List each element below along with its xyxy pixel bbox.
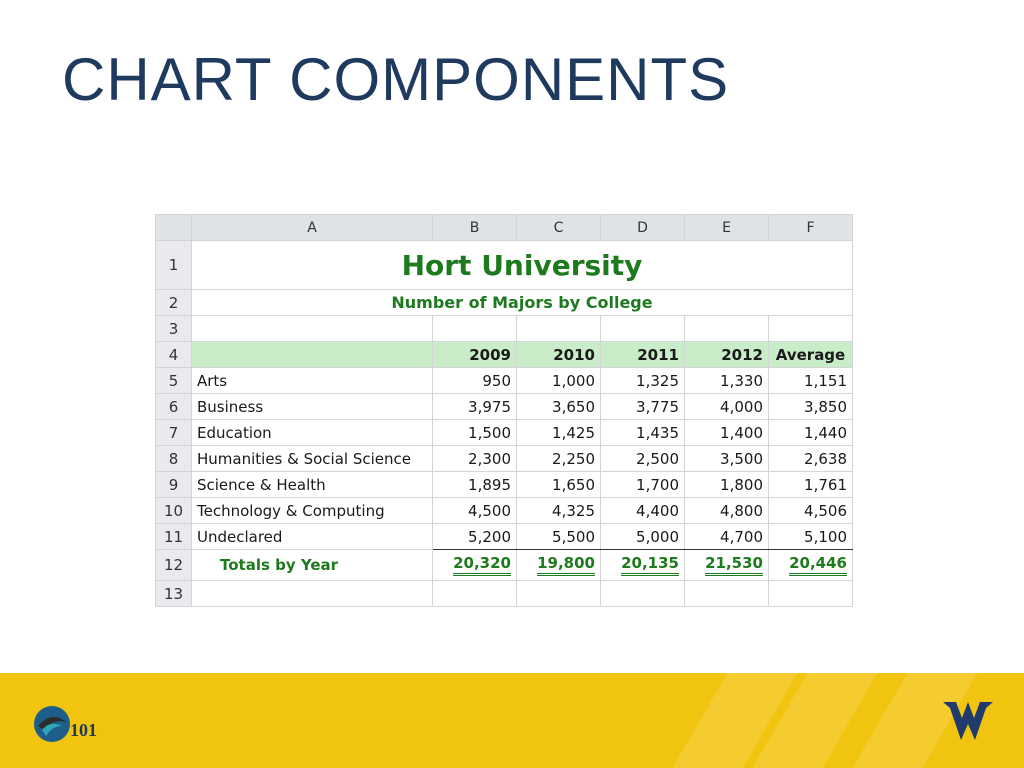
cell[interactable]: [517, 581, 601, 607]
header-cell[interactable]: Average: [769, 342, 853, 368]
spreadsheet-table: [155, 214, 853, 607]
header-cell[interactable]: 2010: [517, 342, 601, 368]
cs101-logo-text: 101: [70, 720, 97, 740]
column-header-f[interactable]: F: [769, 215, 853, 241]
value-cell[interactable]: 1,700: [601, 472, 685, 498]
value-cell[interactable]: 5,000: [601, 524, 685, 550]
cell[interactable]: [685, 316, 769, 342]
column-header-c[interactable]: C: [517, 215, 601, 241]
total-value: 20,320: [453, 554, 511, 576]
value-cell[interactable]: 3,650: [517, 394, 601, 420]
column-header-e[interactable]: E: [685, 215, 769, 241]
row-number[interactable]: 5: [156, 368, 192, 394]
total-cell[interactable]: [769, 550, 853, 581]
header-cell[interactable]: 2012: [685, 342, 769, 368]
value-cell[interactable]: 5,200: [433, 524, 517, 550]
cell[interactable]: [769, 581, 853, 607]
college-label[interactable]: Arts: [192, 368, 433, 394]
row-number[interactable]: 12: [156, 550, 192, 581]
sheet-subtitle[interactable]: Number of Majors by College: [192, 290, 853, 316]
value-cell[interactable]: 1,440: [769, 420, 853, 446]
year-header-row: [156, 342, 853, 368]
cell[interactable]: [769, 316, 853, 342]
value-cell[interactable]: 4,500: [433, 498, 517, 524]
total-cell[interactable]: [433, 550, 517, 581]
row-number[interactable]: 3: [156, 316, 192, 342]
total-value: 20,446: [789, 554, 847, 576]
header-cell[interactable]: 2011: [601, 342, 685, 368]
wv-logo-icon: [942, 700, 994, 742]
value-cell[interactable]: 1,151: [769, 368, 853, 394]
college-label[interactable]: Technology & Computing: [192, 498, 433, 524]
table-row: [156, 420, 853, 446]
cell[interactable]: [433, 316, 517, 342]
value-cell[interactable]: 1,895: [433, 472, 517, 498]
value-cell[interactable]: 1,325: [601, 368, 685, 394]
value-cell[interactable]: 4,325: [517, 498, 601, 524]
value-cell[interactable]: 1,435: [601, 420, 685, 446]
totals-row: [156, 550, 853, 581]
cell[interactable]: [433, 581, 517, 607]
cell[interactable]: [601, 316, 685, 342]
total-cell[interactable]: [517, 550, 601, 581]
value-cell[interactable]: 5,100: [769, 524, 853, 550]
table-row: [156, 368, 853, 394]
value-cell[interactable]: 5,500: [517, 524, 601, 550]
cell[interactable]: [685, 581, 769, 607]
value-cell[interactable]: 4,000: [685, 394, 769, 420]
column-header-a[interactable]: A: [192, 215, 433, 241]
college-label[interactable]: Humanities & Social Science: [192, 446, 433, 472]
value-cell[interactable]: 1,425: [517, 420, 601, 446]
column-header-row: [156, 215, 853, 241]
cell[interactable]: [192, 342, 433, 368]
column-header-b[interactable]: B: [433, 215, 517, 241]
table-row: [156, 581, 853, 607]
column-header-d[interactable]: D: [601, 215, 685, 241]
select-all-corner[interactable]: [156, 215, 192, 241]
row-number[interactable]: 11: [156, 524, 192, 550]
table-row: [156, 524, 853, 550]
total-value: 20,135: [621, 554, 679, 576]
value-cell[interactable]: 4,506: [769, 498, 853, 524]
cell[interactable]: [192, 581, 433, 607]
value-cell[interactable]: 2,250: [517, 446, 601, 472]
table-row: [156, 316, 853, 342]
row-number[interactable]: 1: [156, 241, 192, 290]
header-cell[interactable]: 2009: [433, 342, 517, 368]
total-value: 19,800: [537, 554, 595, 576]
value-cell[interactable]: 2,500: [601, 446, 685, 472]
cell[interactable]: [601, 581, 685, 607]
cell[interactable]: [192, 316, 433, 342]
row-number[interactable]: 8: [156, 446, 192, 472]
value-cell[interactable]: 1,761: [769, 472, 853, 498]
college-label[interactable]: Undeclared: [192, 524, 433, 550]
totals-label[interactable]: Totals by Year: [192, 550, 433, 581]
table-row: [156, 446, 853, 472]
row-number[interactable]: 6: [156, 394, 192, 420]
value-cell[interactable]: 4,800: [685, 498, 769, 524]
table-row: [156, 498, 853, 524]
value-cell[interactable]: 1,650: [517, 472, 601, 498]
table-row: [156, 394, 853, 420]
value-cell[interactable]: 1,000: [517, 368, 601, 394]
table-row: [156, 290, 853, 316]
sheet-title[interactable]: Hort University: [192, 241, 853, 290]
row-number[interactable]: 7: [156, 420, 192, 446]
value-cell[interactable]: 3,975: [433, 394, 517, 420]
value-cell[interactable]: 1,330: [685, 368, 769, 394]
value-cell[interactable]: 4,400: [601, 498, 685, 524]
college-label[interactable]: Business: [192, 394, 433, 420]
college-label[interactable]: Education: [192, 420, 433, 446]
row-number[interactable]: 2: [156, 290, 192, 316]
total-cell[interactable]: [685, 550, 769, 581]
slide-title: CHART COMPONENTS: [62, 46, 730, 113]
row-number[interactable]: 4: [156, 342, 192, 368]
value-cell[interactable]: 3,775: [601, 394, 685, 420]
cell[interactable]: [517, 316, 601, 342]
value-cell[interactable]: 1,500: [433, 420, 517, 446]
value-cell[interactable]: 2,300: [433, 446, 517, 472]
total-cell[interactable]: [601, 550, 685, 581]
footer-band: [0, 673, 1024, 768]
row-number[interactable]: 13: [156, 581, 192, 607]
value-cell[interactable]: 4,700: [685, 524, 769, 550]
value-cell[interactable]: 1,800: [685, 472, 769, 498]
value-cell[interactable]: 1,400: [685, 420, 769, 446]
table-row: [156, 241, 853, 290]
table-row: [156, 472, 853, 498]
value-cell[interactable]: 2,638: [769, 446, 853, 472]
cs101-logo-icon: [32, 700, 107, 748]
row-number[interactable]: 10: [156, 498, 192, 524]
row-number[interactable]: 9: [156, 472, 192, 498]
value-cell[interactable]: 950: [433, 368, 517, 394]
college-label[interactable]: Science & Health: [192, 472, 433, 498]
total-value: 21,530: [705, 554, 763, 576]
value-cell[interactable]: 3,850: [769, 394, 853, 420]
value-cell[interactable]: 3,500: [685, 446, 769, 472]
